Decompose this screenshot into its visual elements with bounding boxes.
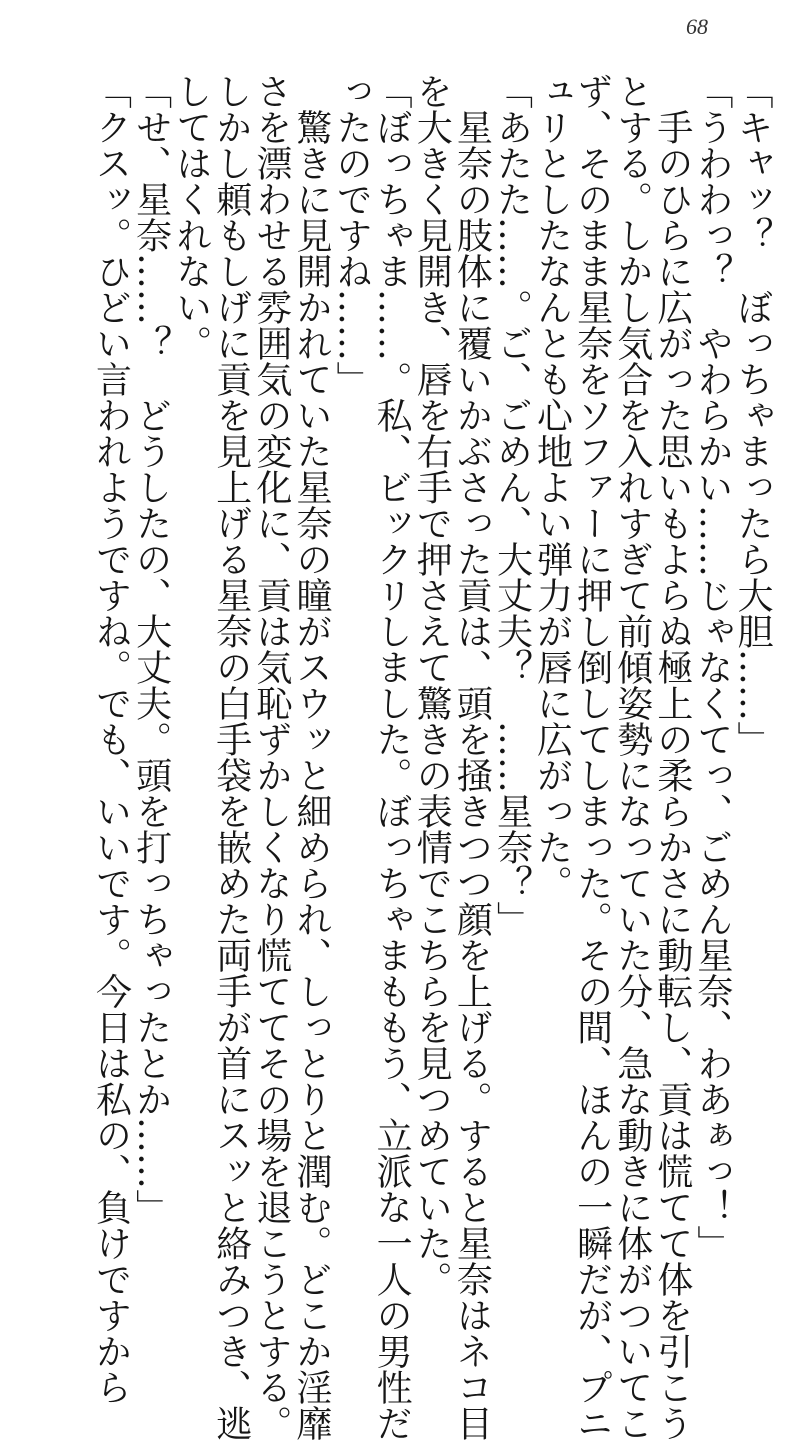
text-line-3: 手のひらに広がった思いもよらぬ極上の柔らかさに動転し、貢は慌てて体を引こう	[651, 73, 693, 1441]
text-line-17: 「クスッ。ひどい言われようですね。でも、いいです。今日は私の、負けですから	[90, 73, 132, 1405]
text-line-6: ュリとしたなんとも心地よい弾力が唇に広がった。	[531, 73, 573, 901]
text-line-9: を大きく見開き、唇を右手で押さえて驚きの表情でこちらを見つめていた。	[411, 73, 453, 1297]
text-line-8: 星奈の肢体に覆いかぶさった貢は、頭を掻きつつ顔を上げる。すると星奈はネコ目	[451, 73, 493, 1441]
text-line-2: 「うわわっ？ やわらかい……じゃなくてっ、ごめん星奈、わあぁっ！」	[691, 73, 733, 1261]
text-line-14: しかし頼もしげに貢を見上げる星奈の白手袋を嵌めた両手が首にスッと絡みつき、逃	[210, 73, 252, 1441]
text-line-16: 「せ、星奈……？ どうしたの、大丈夫。頭を打っちゃったとか……」	[130, 73, 172, 1225]
text-line-10: 「ぼっちゃま……。私、ビックリしました。ぼっちゃまももう、立派な一人の男性だ	[371, 73, 413, 1441]
text-line-12: 驚きに見開かれていた星奈の瞳がスウッと細められ、しっとりと潤む。どこか淫靡	[290, 73, 332, 1441]
page-number: 68	[686, 14, 708, 39]
text-line-13: さを漂わせる雰囲気の変化に、貢は気恥ずかしくなり慌ててその場を退こうとする。	[250, 73, 292, 1441]
vertical-text-body	[90, 73, 773, 1441]
text-line-11: ったのですね……」	[331, 73, 373, 397]
text-line-5: ず、そのまま星奈をソファーに押し倒してしまった。その間、ほんの一瞬だが、プニ	[571, 73, 613, 1441]
text-line-4: とする。しかし気合を入れすぎて前傾姿勢になっていた分、急な動きに体がついてこ	[611, 73, 653, 1441]
text-line-7: 「あたた……。ご、ごめん、大丈夫？ ……星奈？」	[491, 73, 533, 937]
text-line-1: 「キャッ？ ぼっちゃまったら大胆……」	[732, 73, 773, 757]
text-line-15: してはくれない。	[170, 73, 212, 361]
